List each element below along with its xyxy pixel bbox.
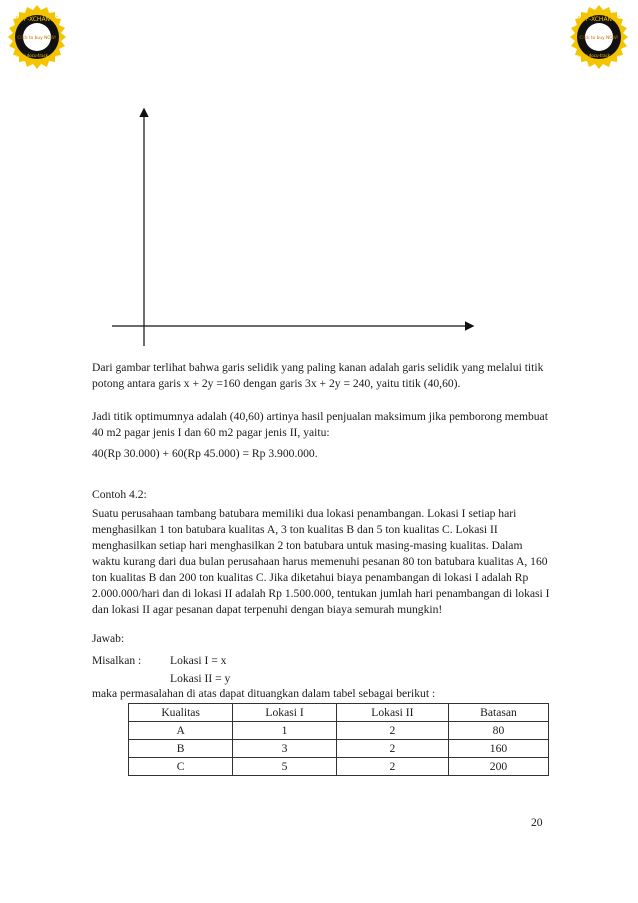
let-definition-2: Lokasi II = y: [170, 672, 231, 685]
table-cell: A: [129, 722, 233, 740]
table-cell: C: [129, 758, 233, 776]
pdf-xchange-stamp-left[interactable]: [4, 4, 70, 70]
let-definition-1: Lokasi I = x: [170, 654, 227, 667]
example-body: Suatu perusahaan tambang batubara memiliki dua lokasi penambangan. Lokasi I setiap hari menghasilkan 1 ton batubara kualitas A, 3 ton kualitas B dan 5 ton kualitas C. Lokasi II menghasilkan setiap hari menghasilkan 2 ton batubara untuk masing-masing kualitas. Dalam waktu kurang dari dua bulan perusahaan harus memenuhi pesanan 80 ton batubara kualitas A, 160 ton kualitas B dan 200 ton kualitas C. Jika diketahui biaya penambangan di lokasi I adalah Rp 2.000.000/hari dan di lokasi II adalah Rp 1.500.000, tentukan jumlah hari penambangan di lokasi I dan lokasi II agar pesanan dapat terpenuhi dengan biaya semurah mungkin!: [92, 507, 550, 616]
example-title: Contoh 4.2:: [92, 488, 147, 501]
table-cell: 1: [233, 722, 337, 740]
table-cell: 2: [336, 758, 448, 776]
optimum-paragraph: [92, 409, 552, 441]
stamp-ring-text: PDF-XCHANGE: [577, 16, 621, 23]
stamp-url-text: www.docu-track.com: [16, 53, 58, 58]
coordinate-axes: [100, 100, 480, 350]
table-cell: 160: [448, 740, 548, 758]
conclusion-paragraph: [92, 360, 552, 392]
page-number: 20: [531, 816, 543, 829]
table-row: [129, 758, 549, 776]
table-cell: 2: [336, 740, 448, 758]
table-intro: maka permasalahan di atas dapat dituangkan dalam tabel sebagai berikut :: [92, 687, 436, 700]
table-cell: 5: [233, 758, 337, 776]
stamp-badge-icon: [4, 4, 70, 70]
paragraph-3: 40(Rp 30.000) + 60(Rp 45.000) = Rp 3.900.000.: [92, 447, 318, 460]
quality-table: [128, 703, 549, 776]
stamp-center-text: Click to buy NOW!: [17, 36, 57, 41]
let-label: Misalkan :: [92, 654, 142, 667]
paragraph-1: Dari gambar terlihat bahwa garis selidik yang paling kanan adalah garis selidik yang melalui titik potong antara garis x + 2y =160 dengan garis 3x + 2y = 240, yaitu titik (40,60).: [92, 361, 544, 390]
table-header-row: [129, 704, 549, 722]
paragraph-2: Jadi titik optimumnya adalah (40,60) artinya hasil penjualan maksimum jika pemborong membuat 40 m2 pagar jenis I dan 60 m2 pagar jenis II, yaitu:: [92, 410, 548, 439]
stamp-center-text: Click to buy NOW!: [579, 36, 619, 41]
let-row-1: [92, 653, 141, 669]
table-header-cell: Batasan: [448, 704, 548, 722]
table-row: [129, 722, 549, 740]
result-line: [92, 446, 552, 462]
table-header-cell: Kualitas: [129, 704, 233, 722]
table-cell: B: [129, 740, 233, 758]
table-cell: 80: [448, 722, 548, 740]
table-header-cell: Lokasi II: [336, 704, 448, 722]
pdf-xchange-stamp-right[interactable]: [566, 4, 632, 70]
answer-label: Jawab:: [92, 632, 125, 645]
table-row: [129, 740, 549, 758]
stamp-badge-icon: [566, 4, 632, 70]
table-cell: 200: [448, 758, 548, 776]
table-cell: 2: [336, 722, 448, 740]
table-header-cell: Lokasi I: [233, 704, 337, 722]
stamp-url-text: www.docu-track.com: [578, 53, 620, 58]
table-cell: 3: [233, 740, 337, 758]
stamp-ring-text: PDF-XCHANGE: [15, 16, 59, 23]
